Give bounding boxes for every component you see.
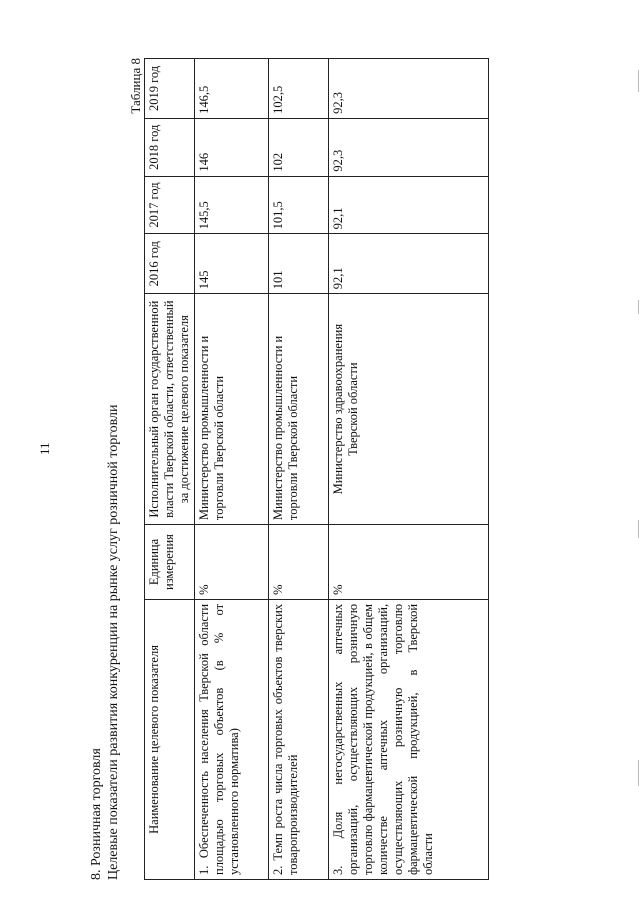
indicator-unit: %: [329, 525, 489, 600]
value-2016: 92,1: [329, 234, 489, 294]
header-name: Наименование целевого показателя: [145, 599, 195, 879]
value-2018: 92,3: [329, 118, 489, 176]
header-unit: Единица измерения: [145, 525, 195, 600]
section-heading: [88, 405, 122, 881]
indicator-name: 2. Темп роста числа торговых объектов тверских товаропроизводителей: [269, 599, 329, 879]
table-header-row: [145, 59, 195, 880]
rotated-page-content: [88, 40, 608, 880]
value-2018: 146: [195, 118, 269, 176]
header-2016: 2016 год: [145, 234, 195, 294]
indicator-unit: %: [195, 525, 269, 600]
indicator-name: 3. Доля негосударственных аптечных организаций, осуществляющих розничную торговлю фармацевтической продукцией, в общем количестве аптечных организаций, осуществляющих розничную торговлю фармацевтической продукцией, в Тверской области: [329, 599, 489, 879]
header-2017: 2017 год: [145, 176, 195, 234]
value-2016: 145: [195, 234, 269, 294]
value-2017: 145,5: [195, 176, 269, 234]
scan-edge-marks: [636, 0, 640, 905]
table-caption: Таблица 8: [128, 58, 143, 114]
value-2017: 101,5: [269, 176, 329, 234]
header-2018: 2018 год: [145, 118, 195, 176]
value-2016: 101: [269, 234, 329, 294]
value-2019: 102,5: [269, 59, 329, 119]
indicator-name: 1. Обеспеченность населения Тверской области площадью торговых объектов (в % от установленного норматива): [195, 599, 269, 879]
value-2019: 146,5: [195, 59, 269, 119]
value-2017: 92,1: [329, 176, 489, 234]
header-2019: 2019 год: [145, 59, 195, 119]
indicator-authority: Министерство промышленности и торговли Тверской области: [195, 294, 269, 525]
indicator-authority: Министерство здравоохранения Тверской области: [329, 294, 489, 525]
value-2018: 102: [269, 118, 329, 176]
section-subtitle: Целевые показатели развития конкуренции на рынке услуг розничной торговли: [106, 404, 121, 880]
header-authority: Исполнительный орган государственной власти Тверской области, ответственный за достижение целевого показателя: [145, 294, 195, 525]
section-title: 8. Розничная торговля: [89, 748, 104, 880]
indicator-unit: %: [269, 525, 329, 600]
table-row: [269, 59, 329, 880]
value-2019: 92,3: [329, 59, 489, 119]
indicators-table: [144, 58, 489, 880]
table-row: [329, 59, 489, 880]
table-row: [195, 59, 269, 880]
indicator-authority: Министерство промышленности и торговли Тверской области: [269, 294, 329, 525]
page-number: 11: [37, 442, 52, 455]
